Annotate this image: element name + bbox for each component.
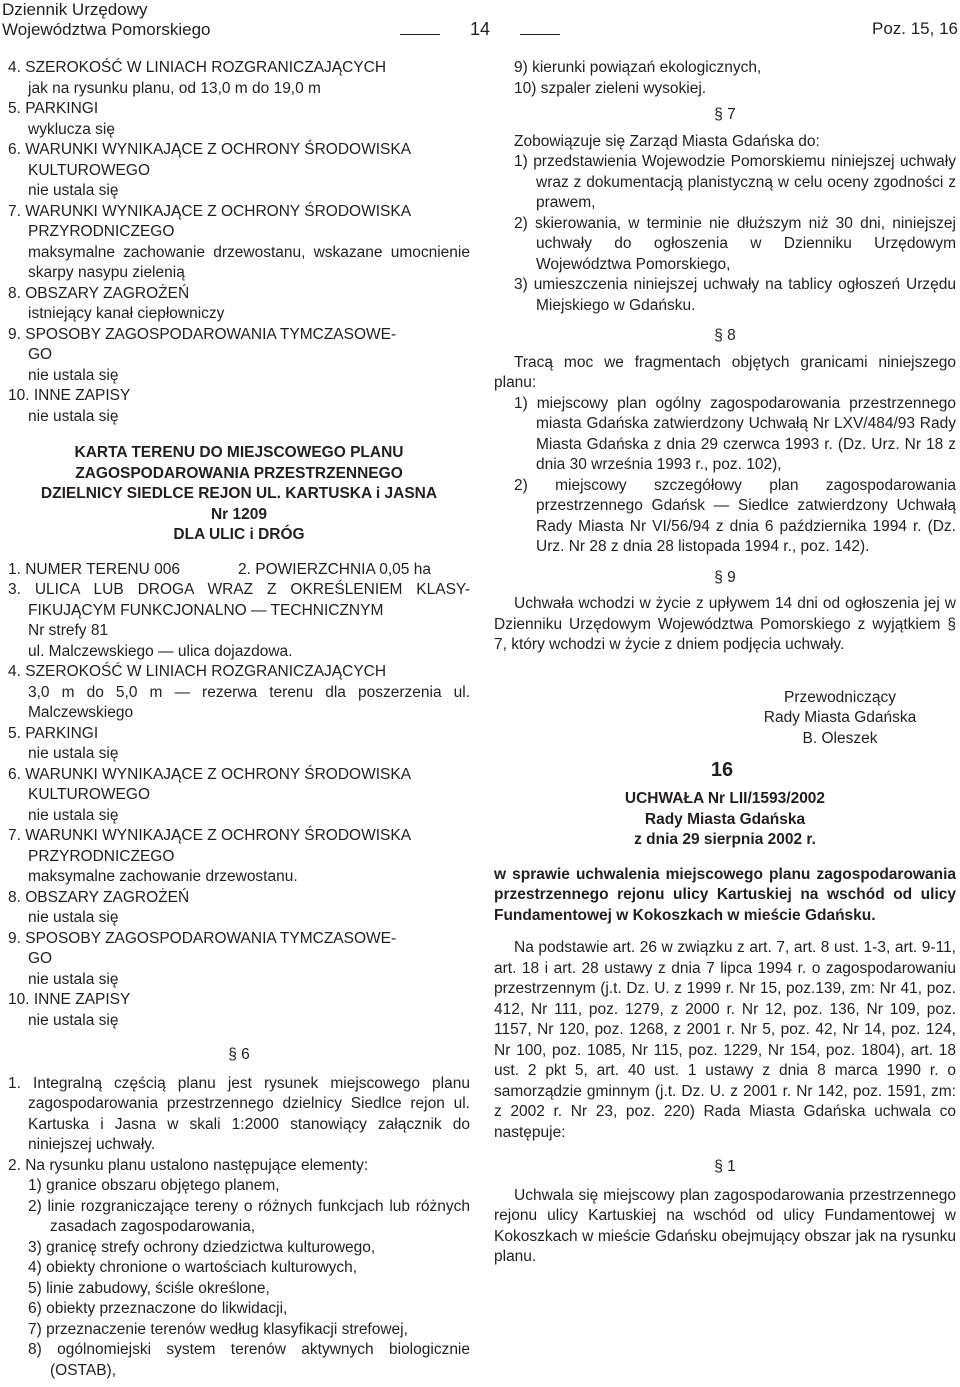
card-subtitle: DLA ULIC i DRÓG (173, 526, 305, 543)
list-item: 5. PARKINGI (8, 100, 99, 117)
right-column (494, 58, 956, 1268)
list-item: nie ustala się (28, 970, 119, 988)
list-item: jak na rysunku planu, od 13,0 m do 19,0 m (28, 79, 321, 97)
paragraph: 1. Integralną częścią planu jest rysunek miejscowego planu zagospodarowania przestrzennego dzielnicy Siedlce rejon ul. Kartuska i Jasna w skali 1:2000 stanowiący załącznik do niniejszej uchwały. (8, 1074, 470, 1153)
list-item: 4. SZEROKOŚĆ W LINIACH ROZGRANICZAJĄCYCH (8, 59, 387, 76)
section-heading: § 8 (714, 327, 736, 344)
area-size: 2. POWIERZCHNIA 0,05 ha (238, 560, 431, 578)
list-item: nie ustala się (28, 806, 119, 824)
list-item: 10. INNE ZAPISY (8, 387, 131, 404)
list-item: GO (28, 346, 53, 363)
signature-body: Rady Miasta Gdańska (763, 709, 917, 726)
list-item: 3,0 m do 5,0 m — rezerwa terenu dla poszerzenia ul. Malczewskiego (28, 683, 470, 721)
list-item: 2) skierowania, w terminie nie dłuższym niż 30 dni, niniejszej uchwały do ogłoszenia w Dzienniku Urzędowym Województwa Pomorskiego, (514, 214, 956, 273)
item-number: 16 (710, 759, 734, 781)
area-number: 1. NUMER TERENU 006 (8, 560, 180, 578)
list-item: nie ustala się (28, 745, 119, 762)
list-item: 6. WARUNKI WYNIKAJĄCE Z OCHRONY ŚRODOWISKA (8, 141, 412, 158)
list-item: 5) linie zabudowy, ściśle określone, (28, 1279, 270, 1297)
list-item: 7) przeznaczenie terenów według klasyfikacji strefowej, (28, 1320, 408, 1338)
list-item: 9) kierunki powiązań ekologicznych, (514, 59, 762, 76)
list-item: Nr strefy 81 (28, 622, 109, 639)
card-number: Nr 1209 (210, 505, 267, 523)
position-label: Poz. 15, 16 (871, 19, 958, 38)
list-item: KULTUROWEGO (28, 161, 150, 179)
page-number: 14 (469, 19, 491, 39)
card-title: ZAGOSPODAROWANIA PRZESTRZENNEGO (75, 464, 403, 482)
card-title: DZIELNICY SIEDLCE REJON UL. KARTUSKA i JASNA (40, 485, 438, 502)
page-header (0, 0, 960, 44)
resolution-subject: w sprawie uchwalenia miejscowego planu zagospodarowania przestrzennego rejonu ulicy Kartuskiej na wschód od ulicy Fundamentowej w Kokoszkach w mieście Gdańsku. (494, 865, 956, 924)
list-item: GO (28, 950, 53, 967)
list-item: KULTUROWEGO (28, 786, 150, 803)
list-item: ul. Malczewskiego — ulica dojazdowa. (28, 642, 293, 660)
paragraph: Uchwała wchodzi w życie z upływem 14 dni od ogłoszenia jej w Dzienniku Urzędowym Województwa Pomorskiego z wyjątkiem § 7, który wchodzi w życie z dniem podjęcia uchwały. (494, 595, 956, 653)
paragraph: Uchwala się miejscowy plan zagospodarowania przestrzennego rejonu ulicy Kartuskiej na wschód od ulicy Fundamentowej w Kokoszkach w mieście Gdańsku obejmujący obszar jak na rysunku planu. (494, 1186, 956, 1265)
list-item: 8. OBSZARY ZAGROŻEŃ (8, 888, 190, 906)
resolution-date: z dnia 29 sierpnia 2002 r. (634, 831, 816, 848)
signature-name: B. Oleszek (802, 729, 878, 747)
list-item: wyklucza się (28, 120, 115, 138)
section-heading: § 1 (714, 1158, 736, 1175)
list-item: istniejący kanał ciepłowniczy (28, 305, 225, 322)
list-item: 1) przedstawienia Wojewodzie Pomorskiemu niniejszej uchwały wraz z dokumentacją planistyczną w celu oceny zgodności z prawem, (514, 153, 956, 211)
list-item: 8. OBSZARY ZAGROŻEŃ (8, 284, 190, 302)
list-item: nie ustala się (28, 182, 119, 199)
list-item: 2) miejscowy szczegółowy plan zagospodarowania przestrzennego Gdańsk — Siedlce zatwierdzony Uchwałą Rady Miasta Nr VI/56/94 z dnia 6 października 1994 r. (Dz. Urz. Nr 28 z dnia 28 listopada 1994 r., poz. 142). (514, 476, 956, 555)
signature-title: Przewodniczący (784, 688, 896, 706)
list-item (8, 560, 470, 581)
list-item: nie ustala się (28, 407, 119, 425)
list-item: maksymalne zachowanie drzewostanu, wskazane umocnienie skarpy nasypu zielenią (28, 243, 470, 281)
list-item: 9. SPOSOBY ZAGOSPODAROWANIA TYMCZASOWE- (8, 929, 397, 947)
list-item: nie ustala się (28, 909, 119, 926)
list-item: 2) linie rozgraniczające tereny o różnych funkcjach lub różnych zasadach zagospodarowania, (28, 1197, 470, 1235)
journal-title: Dziennik Urzędowy (2, 0, 148, 19)
list-item: maksymalne zachowanie drzewostanu. (28, 868, 298, 885)
list-item: 6) obiekty przeznaczone do likwidacji, (28, 1300, 288, 1317)
section-heading: § 6 (228, 1046, 250, 1063)
resolution-title: UCHWAŁA Nr LII/1593/2002 (624, 790, 826, 807)
list-item: 6. WARUNKI WYNIKAJĄCE Z OCHRONY ŚRODOWISKA (8, 765, 412, 783)
resolution-body: Rady Miasta Gdańska (644, 810, 806, 828)
list-item: 4) obiekty chronione o wartościach kulturowych, (28, 1259, 358, 1276)
list-item: nie ustala się (28, 1011, 119, 1029)
list-item: nie ustala się (28, 366, 119, 384)
header-dash-left (400, 34, 440, 35)
list-item: 1) granice obszaru objętego planem, (28, 1177, 280, 1194)
list-item: PRZYRODNICZEGO (28, 847, 175, 865)
list-item: 8) ogólnomiejski system terenów aktywnych biologicznie (OSTAB), (28, 1341, 470, 1379)
list-item: 5. PARKINGI (8, 724, 99, 742)
list-item: 3) granicę strefy ochrony dziedzictwa kulturowego, (28, 1238, 376, 1256)
list-item: 10) szpaler zieleni wysokiej. (514, 79, 707, 97)
list-item: 7. WARUNKI WYNIKAJĄCE Z OCHRONY ŚRODOWISKA (8, 827, 412, 844)
list-item: 3) umieszczenia niniejszej uchwały na tablicy ogłoszeń Urzędu Miejskiego w Gdańsku. (514, 276, 956, 314)
list-item: 1) miejscowy plan ogólny zagospodarowania przestrzennego miasta Gdańska zatwierdzony Uchwałą Nr LXV/484/93 Rady Miasta Gdańska z dnia 29 czerwca 1993 r. (Dz. Urz. Nr 18 z dnia 30 września 1993 r., poz. 102), (514, 394, 956, 473)
card-title: KARTA TERENU DO MIEJSCOWEGO PLANU (74, 444, 404, 461)
left-column (8, 58, 470, 1381)
list-item: 4. SZEROKOŚĆ W LINIACH ROZGRANICZAJĄCYCH (8, 663, 387, 680)
paragraph: Zobowiązuje się Zarząd Miasta Gdańska do: (514, 132, 820, 150)
header-dash-right (520, 34, 560, 35)
list-item: 3. ULICA LUB DROGA WRAZ Z OKREŚLENIEM KLASY-FIKUJĄCYM FUNKCJONALNO — TECHNICZNYM (8, 581, 470, 619)
section-heading: § 9 (714, 568, 736, 586)
list-item: 7. WARUNKI WYNIKAJĄCE Z OCHRONY ŚRODOWISKA (8, 202, 412, 220)
list-item: 9. SPOSOBY ZAGOSPODAROWANIA TYMCZASOWE- (8, 325, 397, 343)
list-item: PRZYRODNICZEGO (28, 223, 175, 240)
section-heading: § 7 (714, 106, 736, 123)
journal-subtitle: Województwa Pomorskiego (2, 20, 211, 39)
list-item: 10. INNE ZAPISY (8, 991, 131, 1008)
legal-basis: Na podstawie art. 26 w związku z art. 7, art. 8 ust. 1-3, art. 9-11, art. 18 i art. 28 ustawy z dnia 7 lipca 1994 r. o zagospodarowaniu przestrzennym (j.t. Dz. U. z 1999 r. Nr 15, poz.139, zm: Nr 41, poz. 412, Nr 111, poz. 1279, z 2000 r. Nr 12, poz. 136, Nr 109, poz. 1157, Nr 120, poz. 1268, z 2001 r. Nr 5, poz. 42, Nr 14, poz. 124, Nr 100, poz. 1085, Nr 115, poz. 1229, Nr 154, poz. 1804), art. 18 ust. 2 pkt 5, art. 40 ust. 1 ustawy z dnia 8 marca 1990 r. o samorządzie gminnym (j.t. Dz. U. z 2001 r. Nr 142, poz. 1591, zm: z 2002 r. Nr 23, poz. 220) Rada Miasta Gdańska uchwala co następuje: (494, 939, 956, 1141)
paragraph: Tracą moc we fragmentach objętych granicami niniejszego planu: (494, 353, 956, 391)
paragraph: 2. Na rysunku planu ustalono następujące elementy: (8, 1156, 369, 1174)
